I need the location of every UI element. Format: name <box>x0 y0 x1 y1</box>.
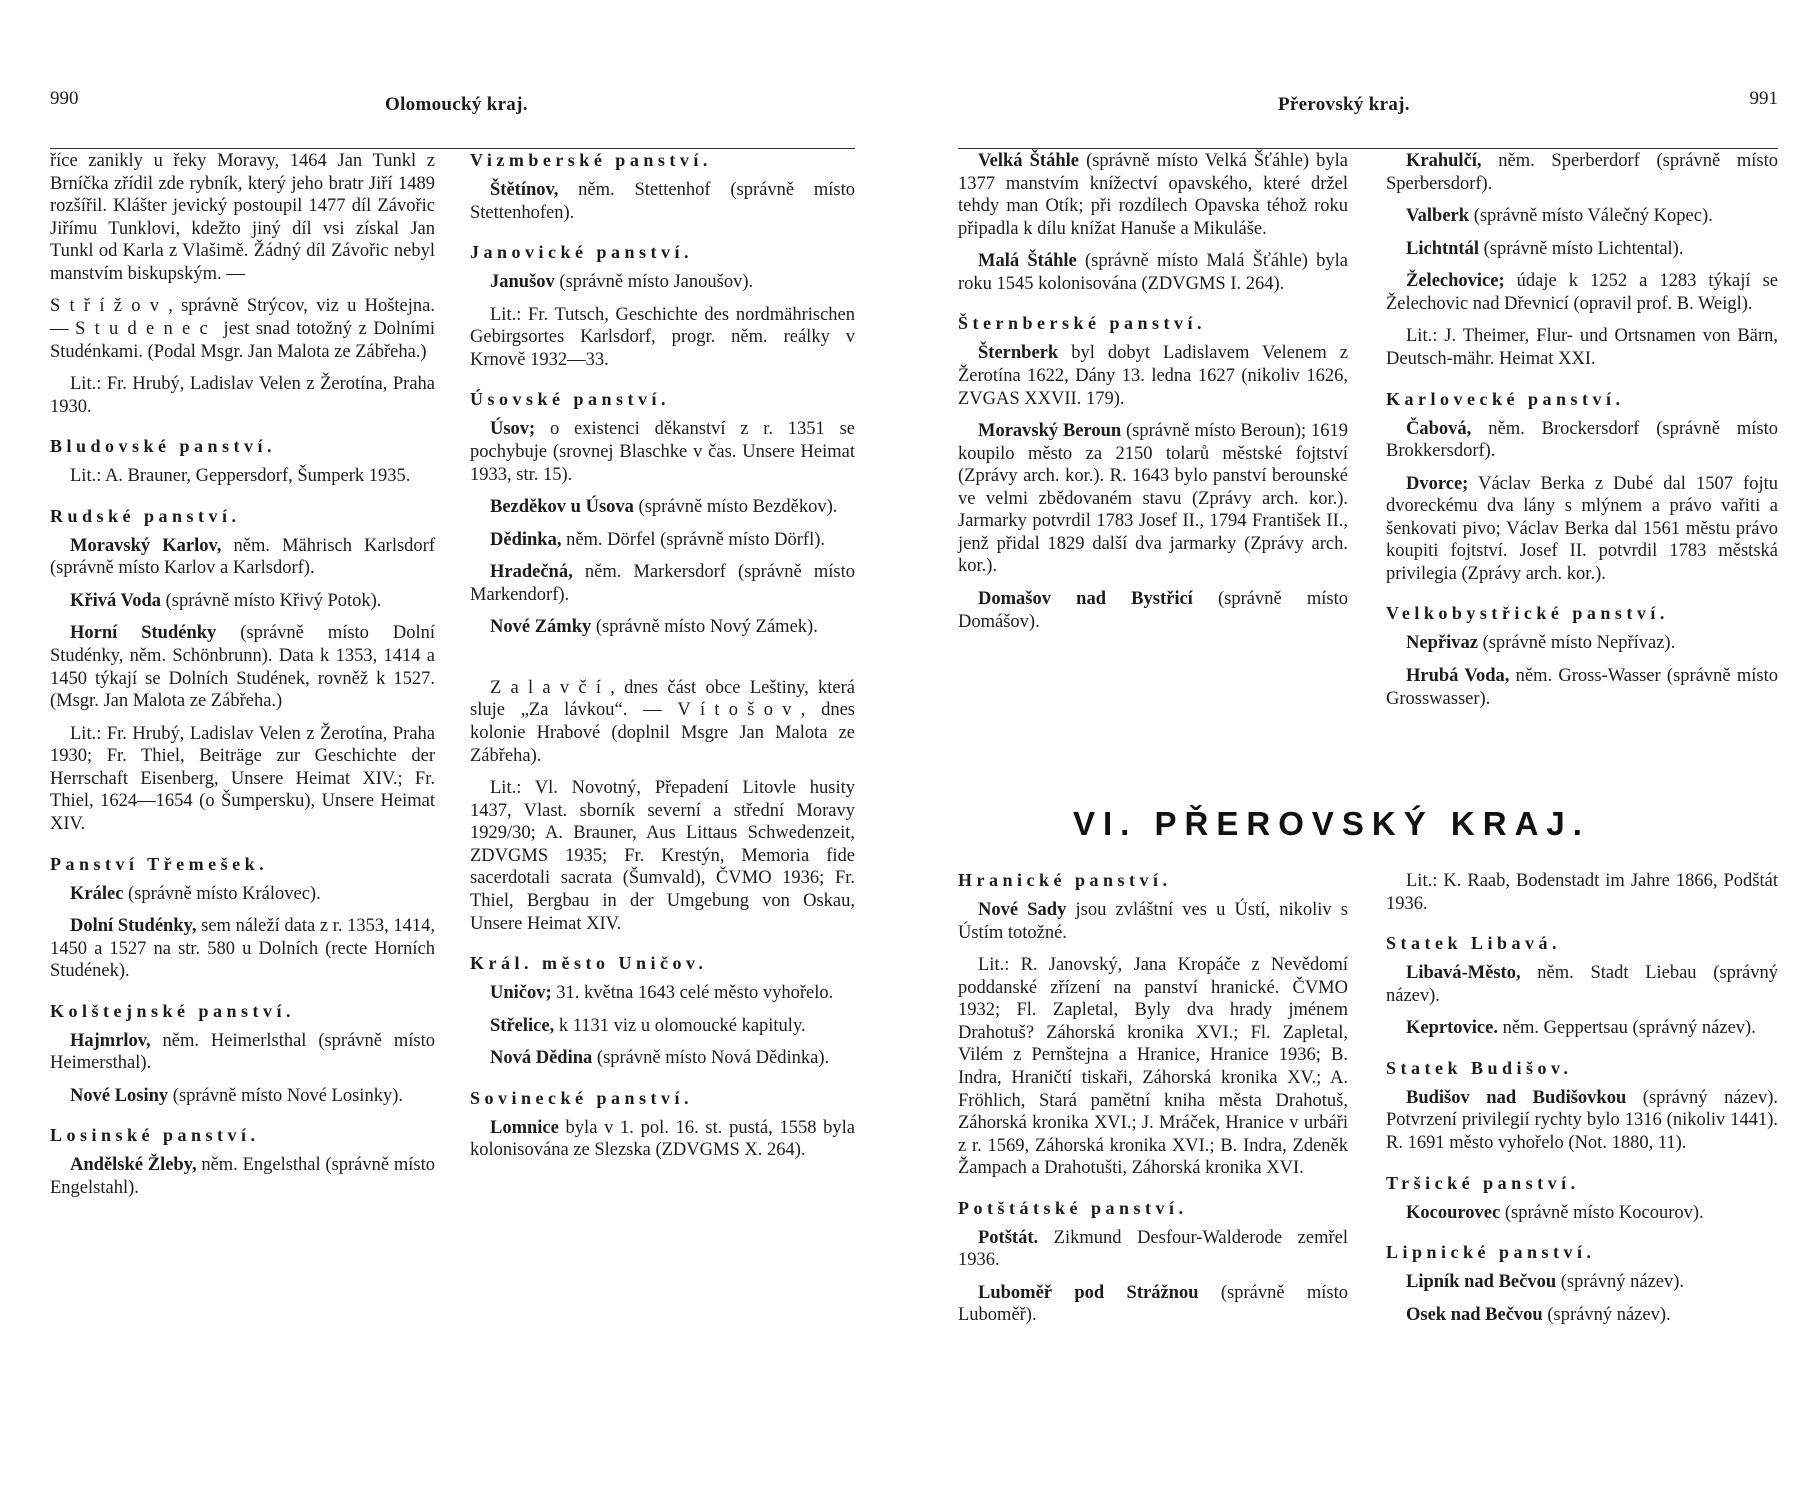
entry-text: (správně místo Křivý Potok). <box>160 590 382 611</box>
entry-term: Lomnice <box>490 1117 559 1138</box>
entry-text: (správně místo Janoušov). <box>554 272 754 293</box>
entry-paragraph <box>1386 473 1778 586</box>
entry-paragraph <box>470 561 855 606</box>
entry-term: Velká Štáhle <box>978 151 1079 171</box>
left-column-2 <box>470 150 855 1172</box>
entry-paragraph <box>50 622 435 712</box>
entry-text: (správně místo Malá Šťáhle) byla roku 1545 kolonisována (ZDVGMS I. 264). <box>958 251 1348 294</box>
entry-text: říce zanikly u řeky Moravy, 1464 Jan Tunkl z Brníčka zřídil zde rybník, který jeho bratr Jiří 1489 rozšířil. Klášter jevický postoupil 1477 díl Závořic Jiřímu Tunklovi, kdežto jiný díl vsi získal Jan Tunkl od Karla z Vlašimě. Žádný díl Závořic nebyl manstvím biskupským. — <box>50 151 435 284</box>
section-heading: Janovické panství. <box>470 242 694 263</box>
entry-paragraph <box>958 150 1348 240</box>
entry-text: (správně místo Lichtental). <box>1478 238 1684 259</box>
entry-paragraph <box>958 420 1348 578</box>
entry-paragraph <box>958 1282 1348 1327</box>
left-page <box>50 0 855 1500</box>
entry-paragraph <box>1386 418 1778 463</box>
entry-paragraph <box>470 616 855 639</box>
entry-paragraph <box>50 1085 435 1108</box>
entry-paragraph <box>470 418 855 486</box>
entry-term: Valberk <box>1406 206 1470 227</box>
entry-text: jsou zvláštní ves u Ústí, nikoliv s Ústím totožné. <box>958 900 1349 943</box>
left-column-1 <box>50 150 435 1210</box>
literature-note <box>470 304 855 372</box>
page-number: 991 <box>1749 88 1778 109</box>
entry-text: (správně místo Nová Dědinka). <box>592 1048 830 1069</box>
entry-term: Králec <box>70 883 124 904</box>
entry-term: Keprtovice. <box>1406 1018 1498 1039</box>
section-heading: Rudské panství. <box>50 505 241 526</box>
entry-text: Lit.: A. Brauner, Geppersdorf, Šumperk 1935. <box>70 466 411 487</box>
entry-text: sem náleží data z r. 1353, 1414, 1450 a 1527 na str. 580 u Dolních (recte Horních Studének). <box>50 916 435 982</box>
entry-text: byl dobyt Ladislavem Velenem z Žerotína 1622, Dány 13. ledna 1627 (nikoliv 1626, ZVGAS XXVII. 179). <box>958 343 1348 409</box>
left-page-header <box>50 88 855 149</box>
entry-term: Nová Dědina <box>490 1048 593 1069</box>
entry-text: (správně místo Velká Šťáhle) byla 1377 manstvím knížectví opavského, které držel tehdy man Otík; při rozdílech Opavska téhož roku připadla k dílu knížat Hanuše a Mikuláše. <box>958 151 1348 239</box>
entry-term: Moravský Beroun <box>978 421 1122 442</box>
section-heading: Vizmberské panství. <box>470 150 712 170</box>
entry-term: Nové Zámky <box>490 617 592 638</box>
entry-term: Andělské Žleby, <box>70 1155 197 1176</box>
section-heading: Lipnické panství. <box>1386 1242 1596 1263</box>
entry-term: Lipník nad Bečvou <box>1406 1272 1557 1293</box>
entry-text: Lit.: Fr. Hrubý, Ladislav Velen z Žerotína, Praha 1930; Fr. Thiel, Beiträge zur Geschichte der Herrschaft Eisenberg, Unsere Heimat XIV.; Fr. Thiel, 1624—1654 (o Šumpersku), Unsere Heimat XIV. <box>50 723 435 834</box>
entry-term: Dědinka, <box>490 529 562 550</box>
literature-note <box>1386 870 1778 915</box>
entry-term: Dolní Studénky, <box>70 916 197 937</box>
entry-text: Lit.: R. Janovský, Jana Kropáče z Nevědomí poddanské zřízení na panství hranické. ČVMO 1932; Fl. Zapletal, Byly dva hrady jménem Drahotuš? Záhorská kronika XVI.; Fl. Zapletal, Vilém z Pernštejna a Hranice, Hranice 1936; B. Indra, Hraničtí tiskaři, Záhorská kronika XV.; A. Fröhlich, Stará pamětní kniha města Drahotuš, Záhorská kronika XVI.; J. Mráček, Hranice v urbáři z r. 1569, Záhorská kronika XVI.; B. Indra, Zdeněk Žampach a Drahotušti, Záhorská kronika XVI. <box>958 955 1348 1179</box>
entry-paragraph <box>50 1030 435 1075</box>
section-heading: Potštátské panství. <box>958 1197 1188 1218</box>
entry-paragraph <box>50 590 435 613</box>
entry-text: Lit.: K. Raab, Bodenstadt im Jahre 1866, Podštát 1936. <box>1386 871 1778 914</box>
entry-term: Nepřivaz <box>1406 633 1478 654</box>
entry-paragraph <box>1386 665 1778 710</box>
entry-term: Nové Losiny <box>70 1085 169 1106</box>
entry-paragraph <box>1386 1087 1778 1155</box>
chapter-title: VI. PŘEROVSKÝ KRAJ. <box>1073 805 1590 842</box>
entry-paragraph <box>958 1227 1348 1272</box>
entry-term: Uničov; <box>490 983 552 1004</box>
section-heading: Tršické panství. <box>1386 1172 1580 1193</box>
entry-paragraph <box>50 1154 435 1199</box>
entry-term: Luboměř pod Strážnou <box>978 1282 1199 1303</box>
entry-term: Hradečná, <box>490 562 573 583</box>
entry-term: Šternberk <box>978 343 1059 364</box>
entry-text: k 1131 viz u olomoucké kapituly. <box>554 1015 806 1036</box>
entry-paragraph <box>50 535 435 580</box>
entry-text: něm. Mährisch Karlsdorf (správně místo Karlov a Karlsdorf). <box>50 535 435 579</box>
entry-text: Václav Berka z Dubé dal 1507 fojtu dvoreckému dva lány s mlýnem a právo vařiti a šenkovati pivo; Václav Berka dal 1561 městu právo koupiti fojtství. Josef II. potvrdil 1783 městská privilegia (Zprávy arch. kor.). <box>1386 473 1778 584</box>
entry-paragraph <box>1386 962 1778 1007</box>
entry-paragraph <box>1386 150 1778 195</box>
page-number: 990 <box>50 88 79 109</box>
entry-text: něm. Geppertsau (správný název). <box>1497 1018 1756 1039</box>
entry-paragraph <box>1386 1017 1778 1040</box>
entry-paragraph <box>50 883 435 906</box>
section-heading: Král. město Uničov. <box>470 953 708 974</box>
entry-paragraph <box>1386 270 1778 315</box>
entry-term: Hrubá Voda, <box>1406 666 1510 686</box>
entry-paragraph <box>470 1015 855 1038</box>
literature-note <box>50 723 435 836</box>
entry-term: Štětínov, <box>490 180 559 200</box>
entry-paragraph <box>470 1117 855 1162</box>
right-lower-column-1 <box>958 870 1348 1337</box>
entry-text: Lit.: Vl. Novotný, Přepadení Litovle husity 1437, Vlast. sborník severní a střední Moravy 1929/30; A. Brauner, Aus Littaus Schwedenzeit, ZDVGMS 1935; Fr. Krestýn, Memoria fide sacerdotali sacrata (Šumvald), ČVMO 1936; Fr. Thiel, Bergbau in der Umgebung von Oskau, Unsere Heimat XIV. <box>470 778 855 934</box>
entry-paragraph <box>958 588 1348 633</box>
entry-paragraph <box>1386 238 1778 261</box>
section-heading: Velkobystřické panství. <box>1386 603 1669 624</box>
entry-term: Domašov nad Bystřicí <box>978 589 1193 609</box>
entry-paragraph <box>1386 205 1778 228</box>
entry-term: Malá Štáhle <box>978 251 1077 272</box>
right-column-2 <box>1386 150 1778 720</box>
entry-text: (správně místo Válečný Kopec). <box>1469 206 1713 227</box>
entry-term: Moravský Karlov, <box>70 535 222 556</box>
entry-term: Dvorce; <box>1406 473 1469 494</box>
entry-term: Želechovice; <box>1406 271 1505 292</box>
entry-text: něm. Markersdorf (správně místo Markendorf). <box>470 562 855 605</box>
entry-text: (správně místo Domášov). <box>958 589 1349 632</box>
entry-paragraph <box>1386 1271 1778 1294</box>
entry-paragraph <box>50 150 435 285</box>
entry-paragraph <box>1386 632 1778 655</box>
entry-term: Hajmrlov, <box>70 1030 151 1051</box>
section-heading: Statek Libavá. <box>1386 933 1562 954</box>
section-heading: Losinské panství. <box>50 1125 260 1146</box>
section-heading: Hranické panství. <box>958 870 1172 890</box>
literature-note <box>50 373 435 418</box>
entry-term: Nové Sady <box>978 900 1067 920</box>
spacer <box>470 649 855 677</box>
entry-term: Libavá-Město, <box>1406 963 1521 984</box>
entry-paragraph <box>1386 1304 1778 1327</box>
running-head: Přerovský kraj. <box>1278 94 1410 115</box>
entry-term: Krahulčí, <box>1406 151 1482 171</box>
entry-text: (správně místo Dolní Studénky, něm. Schönbrunn). Data k 1353, 1414 a 1450 týkají se Dolních Studének, rovněž k 1527. (Msgr. Jan Malota ze Zábřeha.) <box>50 623 435 712</box>
entry-paragraph <box>50 915 435 983</box>
entry-text: (správný název). <box>1556 1272 1685 1293</box>
entry-text: něm. Stettenhof (správně místo Stettenhofen). <box>470 180 855 223</box>
entry-text: (správný název). <box>1542 1304 1671 1325</box>
entry-text: něm. Stadt Liebau (správný název). <box>1386 963 1778 1006</box>
entry-paragraph <box>958 250 1348 295</box>
entry-text: něm. Heimerlsthal (správně místo Heimersthal). <box>50 1030 435 1074</box>
entry-text: (správně místo Nové Losinky). <box>168 1085 403 1106</box>
entry-text: (správně místo Luboměř). <box>958 1282 1348 1326</box>
entry-text: (správně místo Beroun); 1619 koupilo město za 2150 tolarů městské fojtství (Zprávy arch. kor.). R. 1643 bylo panství berounské ve velmi zbědovaném stavu (Zprávy arch. kor.). Jarmarky potvrdil 1783 Josef II., 1794 František II., jenž přidal 1829 další dva jarmarky (Zprávy arch. kor.). <box>958 421 1348 577</box>
entry-text: Lit.: Fr. Hrubý, Ladislav Velen z Žerotína, Praha 1930. <box>50 374 435 417</box>
section-heading: Statek Budišov. <box>1386 1057 1573 1078</box>
entry-term: Úsov; <box>490 419 536 440</box>
entry-text: 31. května 1643 celé město vyhořelo. <box>551 983 834 1004</box>
entry-term: Křivá Voda <box>70 590 161 611</box>
entry-term: Čabová, <box>1406 418 1472 439</box>
literature-note <box>958 954 1348 1180</box>
entry-text: (správně místo Bezděkov). <box>633 497 838 518</box>
entry-paragraph: Zalavčí, dnes část obce Leštiny, která sluje „Za lávkou“. — Vítošov, dnes kolonie Hrabové (doplnil Msgre Jan Malota ze Zábřeha). <box>470 677 855 766</box>
entry-term: Lichtntál <box>1406 238 1479 259</box>
entry-paragraph <box>470 496 855 519</box>
section-heading: Šternberské panství. <box>958 313 1207 334</box>
entry-text: (správně místo Královec). <box>123 883 321 904</box>
entry-paragraph <box>470 982 855 1005</box>
entry-paragraph <box>958 342 1348 410</box>
literature-note <box>1386 325 1778 370</box>
entry-text: Zikmund Desfour-Walderode zemřel 1936. <box>958 1227 1348 1271</box>
entry-paragraph <box>958 899 1348 944</box>
entry-text: o existenci děkanství z r. 1351 se pochybuje (srovnej Blaschke v čas. Unsere Heimat 1933, str. 15). <box>470 419 855 485</box>
entry-text: Lit.: Fr. Tutsch, Geschichte des nordmährischen Gebirgsortes Karlsdorf, progr. něm. reálky v Krnově 1932—33. <box>470 304 855 370</box>
entry-text: něm. Gross-Wasser (správně místo Grosswasser). <box>1386 666 1778 709</box>
literature-note <box>470 777 855 935</box>
entry-paragraph: Střížov, správně Strýcov, viz u Hošteјna. — Studenec jest snad totožný z Dolními Studénkami. (Podal Msgr. Jan Malota ze Zábřeha.) <box>50 296 435 362</box>
section-heading: Kolštejnské panství. <box>50 1000 296 1021</box>
entry-term: Janušov <box>490 272 555 293</box>
entry-text: byla v 1. pol. 16. st. pustá, 1558 byla kolonisována ze Slezska (ZDVGMS X. 264). <box>470 1117 855 1161</box>
right-column-1 <box>958 150 1348 643</box>
entry-text: něm. Brockersdorf (správně místo Brokkersdorf). <box>1386 418 1778 462</box>
right-page-header <box>958 88 1778 149</box>
entry-text: něm. Dörfel (správně místo Dörfl). <box>561 529 826 550</box>
entry-text: (správně místo Nový Zámek). <box>591 617 818 638</box>
entry-paragraph <box>1386 1202 1778 1225</box>
literature-note <box>50 465 435 488</box>
entry-term: Bezděkov u Úsova <box>490 497 634 518</box>
entry-text: (správný název). Potvrzení privilegií rychty bylo 1316 (nikoliv 1441). R. 1691 město vyhořelo (Not. 1880, 11). <box>1386 1087 1779 1153</box>
entry-term: Střelice, <box>490 1015 555 1036</box>
entry-term: Potštát. <box>978 1227 1039 1248</box>
entry-paragraph <box>470 179 855 224</box>
section-heading: Karlovecké panství. <box>1386 388 1625 409</box>
entry-paragraph <box>470 271 855 294</box>
section-heading: Bludovské panství. <box>50 436 277 457</box>
section-heading: Sovinecké panství. <box>470 1087 694 1108</box>
entry-text: něm. Engelsthal (správně místo Engelstahl). <box>50 1155 435 1198</box>
entry-text: (správně místo Kocourov). <box>1500 1202 1704 1223</box>
entry-text: něm. Sperberdorf (správně místo Sperbersdorf). <box>1386 151 1778 194</box>
right-lower-column-2 <box>1386 870 1778 1336</box>
entry-term: Kocourovec <box>1406 1202 1501 1223</box>
entry-paragraph <box>470 1047 855 1070</box>
entry-text: (správně místo Nepřívaz). <box>1477 633 1676 654</box>
section-heading: Panství Třemešek. <box>50 853 269 874</box>
entry-term: Budišov nad Budišovkou <box>1406 1087 1627 1108</box>
section-heading: Úsovské panství. <box>470 389 671 410</box>
entry-term: Osek nad Bečvou <box>1406 1304 1543 1325</box>
running-head: Olomoucký kraj. <box>385 94 528 115</box>
entry-paragraph <box>470 529 855 552</box>
entry-text: údaje k 1252 a 1283 týkají se Želechovic nad Dřevnicí (opravil prof. B. Weigl). <box>1386 271 1778 314</box>
entry-term: Horní Studénky <box>70 623 217 644</box>
entry-text: Lit.: J. Theimer, Flur- und Ortsnamen von Bärn, Deutsch-mähr. Heimat XXI. <box>1386 326 1778 369</box>
right-page <box>958 0 1778 1500</box>
